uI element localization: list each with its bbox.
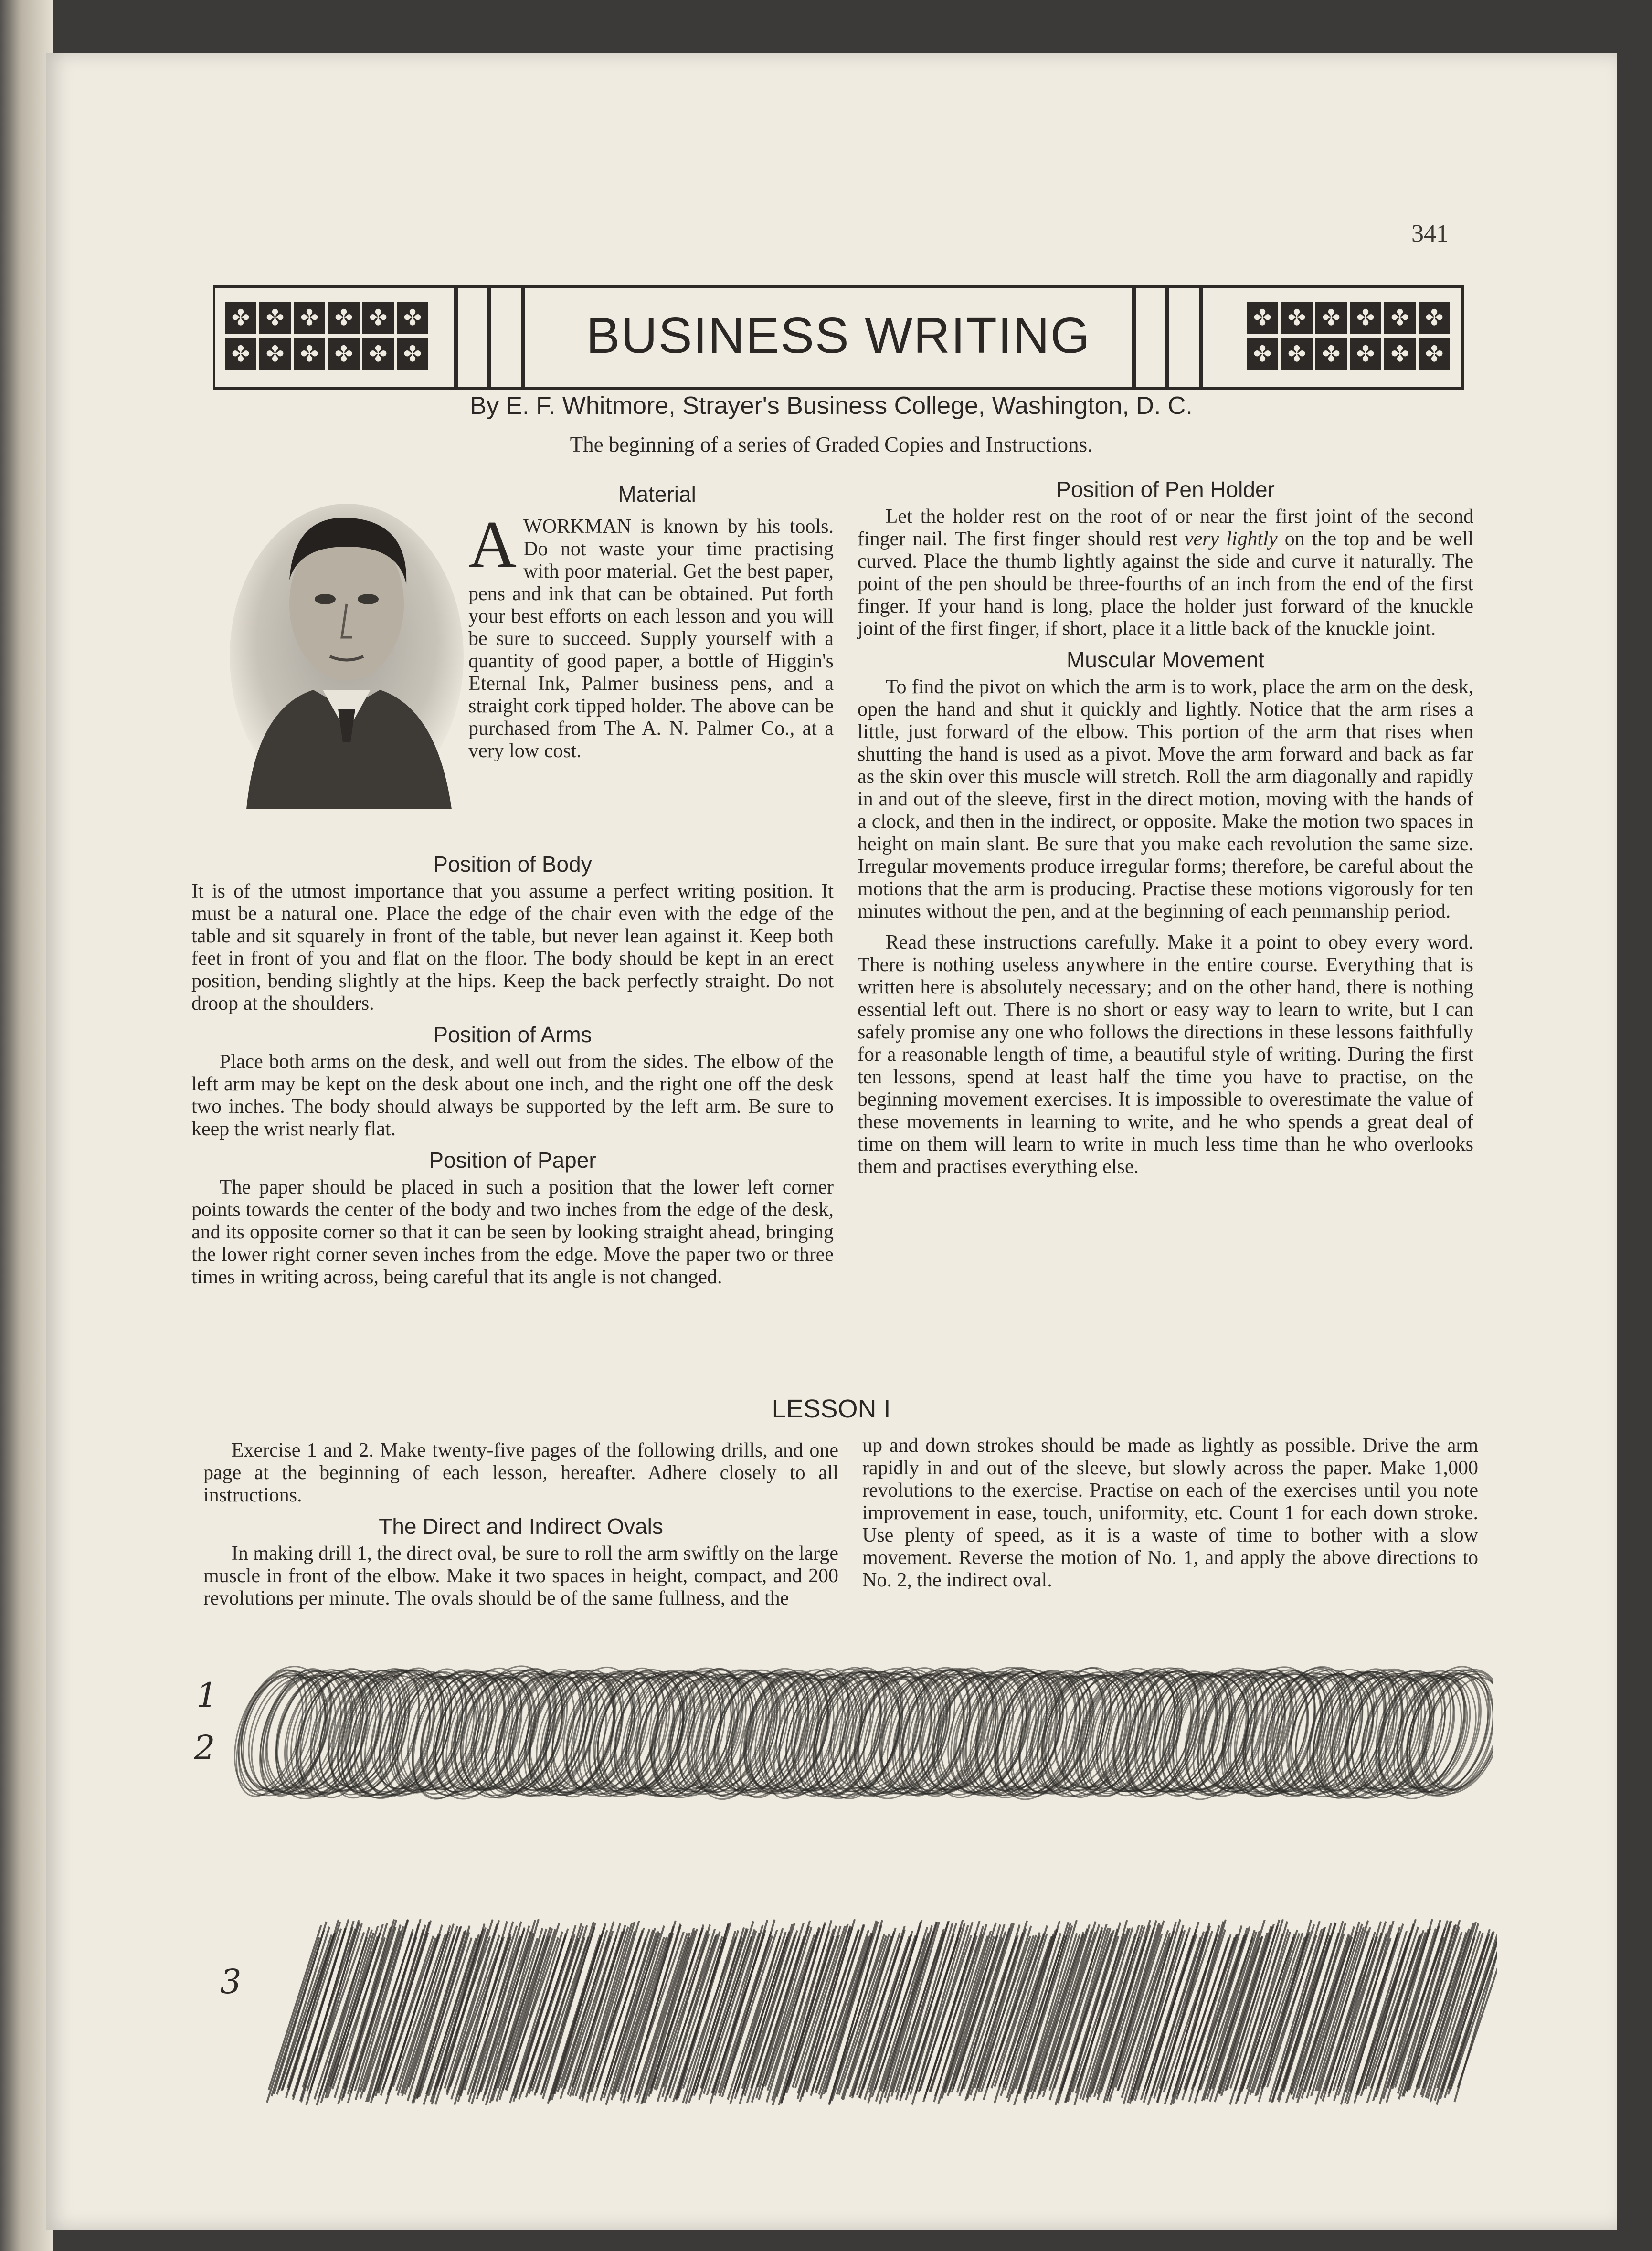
clover-ornament-icon: ✤ [225,302,256,334]
clover-ornament-icon: ✤ [328,338,360,370]
pen-holder-text [858,506,1473,640]
subtitle: The beginning of a series of Graded Copies and Instructions. [570,433,1093,456]
muscular-text-1: To find the pivot on which the arm is to work, place the arm on the desk, open the hand and shut it quickly and lightly. Notice that the arm rises a little, just forward of the elbow. This portion of the arm that rises when shutting the hand is used as a pivot. Move the arm forward and back as far as the skin over this muscle will stretch. Roll the arm diagonally and rapidly in and out of the sleeve, first in the direct motion, moving with the hands of a clock, and then in the indirect, or opposite. Make the motion two spaces in height on main slant. Be sure that you make each revolution the same size. Irregular movements produce irregular forms; therefore, be careful about the motions that the arm is producing. Practise these motions vigorously for ten minutes without the pen, and at the beginning of each penmanship period. [858,676,1473,922]
muscular-heading: Muscular Movement [1066,647,1265,672]
pen-text-a: Let the holder rest on the root of or near the first joint of the second finger nail. The first finger should rest [858,506,1473,550]
material-text: WORKMAN is known by his tools. Do not waste your time practising with poor material. Get the best paper, pens and ink that can be obtained. Put forth your best efforts on each lesson and you will be sure to succeed. Supply yourself with a quantity of good paper, a bottle of Higgin's Eternal Ink, Palmer business pens, and a straight cork tipped holder. The above can be purchased from The A. N. Palmer Co., at a very low cost. [468,516,834,762]
lesson-right-text: up and down strokes should be made as lightly as possible. Drive the arm rapidly in and out of the sleeve, but slowly across the paper. Make 1,000 revolutions to the exercise. Practise on each of the exercises until you note improvement in ease, touch, uniformity, etc. Count 1 for each down stroke. Use plenty of speed, as it is a waste of time to bother with a slow movement. Reverse the motion of No. 1, and apply the above directions to No. 2, the indirect oval. [862,1435,1478,1591]
page-number: 341 [1411,220,1449,247]
ovals-text: In making drill 1, the direct oval, be sure to roll the arm swiftly on the large muscle in front of the elbow. Make it two spaces in height, compact, and 200 revolutions per minute. The ovals should be of the same fullness, and the [203,1543,838,1609]
pen-text-emphasis: very lightly [1184,528,1278,550]
clover-ornament-icon: ✤ [1247,338,1278,370]
clover-ornament-icon: ✤ [294,302,325,334]
clover-ornament-icon: ✤ [1384,302,1416,334]
lesson-left-column [203,1439,838,1618]
clover-ornament-icon: ✤ [294,338,325,370]
clover-ornament-icon: ✤ [362,338,394,370]
drill-label-3: 3 [220,1962,242,2001]
clover-ornament-icon: ✤ [1419,302,1450,334]
clover-ornament-icon: ✤ [1419,338,1450,370]
clover-ornament-icon: ✤ [362,302,394,334]
position-arms-text: Place both arms on the desk, and well out from the sides. The elbow of the left arm may be kept on the desk about one inch, and the right one off the desk two inches. The body should always be supported by the left arm. Be sure to keep the wrist nearly flat. [191,1051,834,1140]
position-body-text: It is of the utmost importance that you assume a perfect writing position. It must be a natural one. Place the edge of the chair even with the edge of the table and sit squarely in front of the table, but never lean against it. Keep both feet in front of you and flat on the floor. The body should be kept in an erect position, bending slightly at the hips. Keep the back perfectly straight. Do not droop at the shoulders. [191,880,834,1015]
clover-ornament-icon: ✤ [1247,302,1278,334]
portrait-engraving-icon [227,485,466,809]
magazine-page [46,53,1617,2230]
left-column [191,847,834,1297]
clover-ornament-icon: ✤ [1281,338,1313,370]
position-paper-heading: Position of Paper [429,1148,596,1173]
pen-holder-heading: Position of Pen Holder [1056,477,1275,502]
ornament-tiles-right [1247,302,1452,374]
position-body-heading: Position of Body [433,852,592,877]
byline: By E. F. Whitmore, Strayer's Business College, Washington, D. C. [470,392,1193,420]
right-column [858,473,1473,1187]
oval-drill-icon [213,1659,1493,1807]
book-spine-edge [0,0,53,2251]
clover-ornament-icon: ✤ [1281,302,1313,334]
article-title: BUSINESS WRITING [586,307,1091,364]
ovals-heading: The Direct and Indirect Ovals [379,1514,663,1539]
muscular-text-2: Read these instructions carefully. Make it a point to obey every word. There is nothing useless anywhere in the entire course. Everything that is written here is absolutely necessary; and on the other hand, there is nothing essential left out. There is no short or easy way to learn to write, but I can safely promise any one who follows the directions in these lessons faithfully for a reasonable length of time, a beautiful style of writing. During the first ten lessons, spend at least half the time you have to practise, on the beginning movement exercises. It is impossible to overestimate the value of these movements in learning to write, and he who spends a great deal of time on them will learn to write in much less time than he who overlooks them and practises everything else. [858,931,1473,1178]
lesson-right-column [862,1435,1478,1600]
clover-ornament-icon: ✤ [1315,338,1347,370]
exercise-text: Exercise 1 and 2. Make twenty-five pages of the following drills, and one page at the beginning of each lesson, hereafter. Adhere closely to all instructions. [203,1439,838,1506]
clover-ornament-icon: ✤ [259,302,291,334]
clover-ornament-icon: ✤ [1384,338,1416,370]
material-paragraph [468,507,834,762]
position-paper-text: The paper should be placed in such a position that the lower left corner points towards the center of the body and two inches from the edge of the desk, and its opposite corner so that it can be seen by looking straight ahead, bringing the lower right corner seven inches from the edge. Move the paper two or three times in writing across, being careful that its angle is not changed. [191,1176,834,1288]
clover-ornament-icon: ✤ [1350,338,1381,370]
lesson-heading: LESSON I [772,1395,891,1423]
clover-ornament-icon: ✤ [328,302,360,334]
material-heading: Material [618,482,696,507]
drop-cap: A [468,507,517,581]
clover-ornament-icon: ✤ [397,302,428,334]
clover-ornament-icon: ✤ [1350,302,1381,334]
position-arms-heading: Position of Arms [433,1022,592,1047]
drill-label-2: 2 [194,1728,215,1767]
title-banner [213,285,1464,390]
clover-ornament-icon: ✤ [225,338,256,370]
pen-text-b: on the top and be well curved. Place the thumb lightly against the side and curve it naturally. The point of the pen should be three-fourths of an inch from the end of the first finger. If your hand is long, place the holder just forward of the knuckle joint of the first finger, if short, place it a little back of the knuckle joint. [858,528,1473,640]
drill-label-1: 1 [196,1676,218,1715]
clover-ornament-icon: ✤ [1315,302,1347,334]
clover-ornament-icon: ✤ [259,338,291,370]
push-pull-drill-icon [256,1914,1497,2115]
clover-ornament-icon: ✤ [397,338,428,370]
